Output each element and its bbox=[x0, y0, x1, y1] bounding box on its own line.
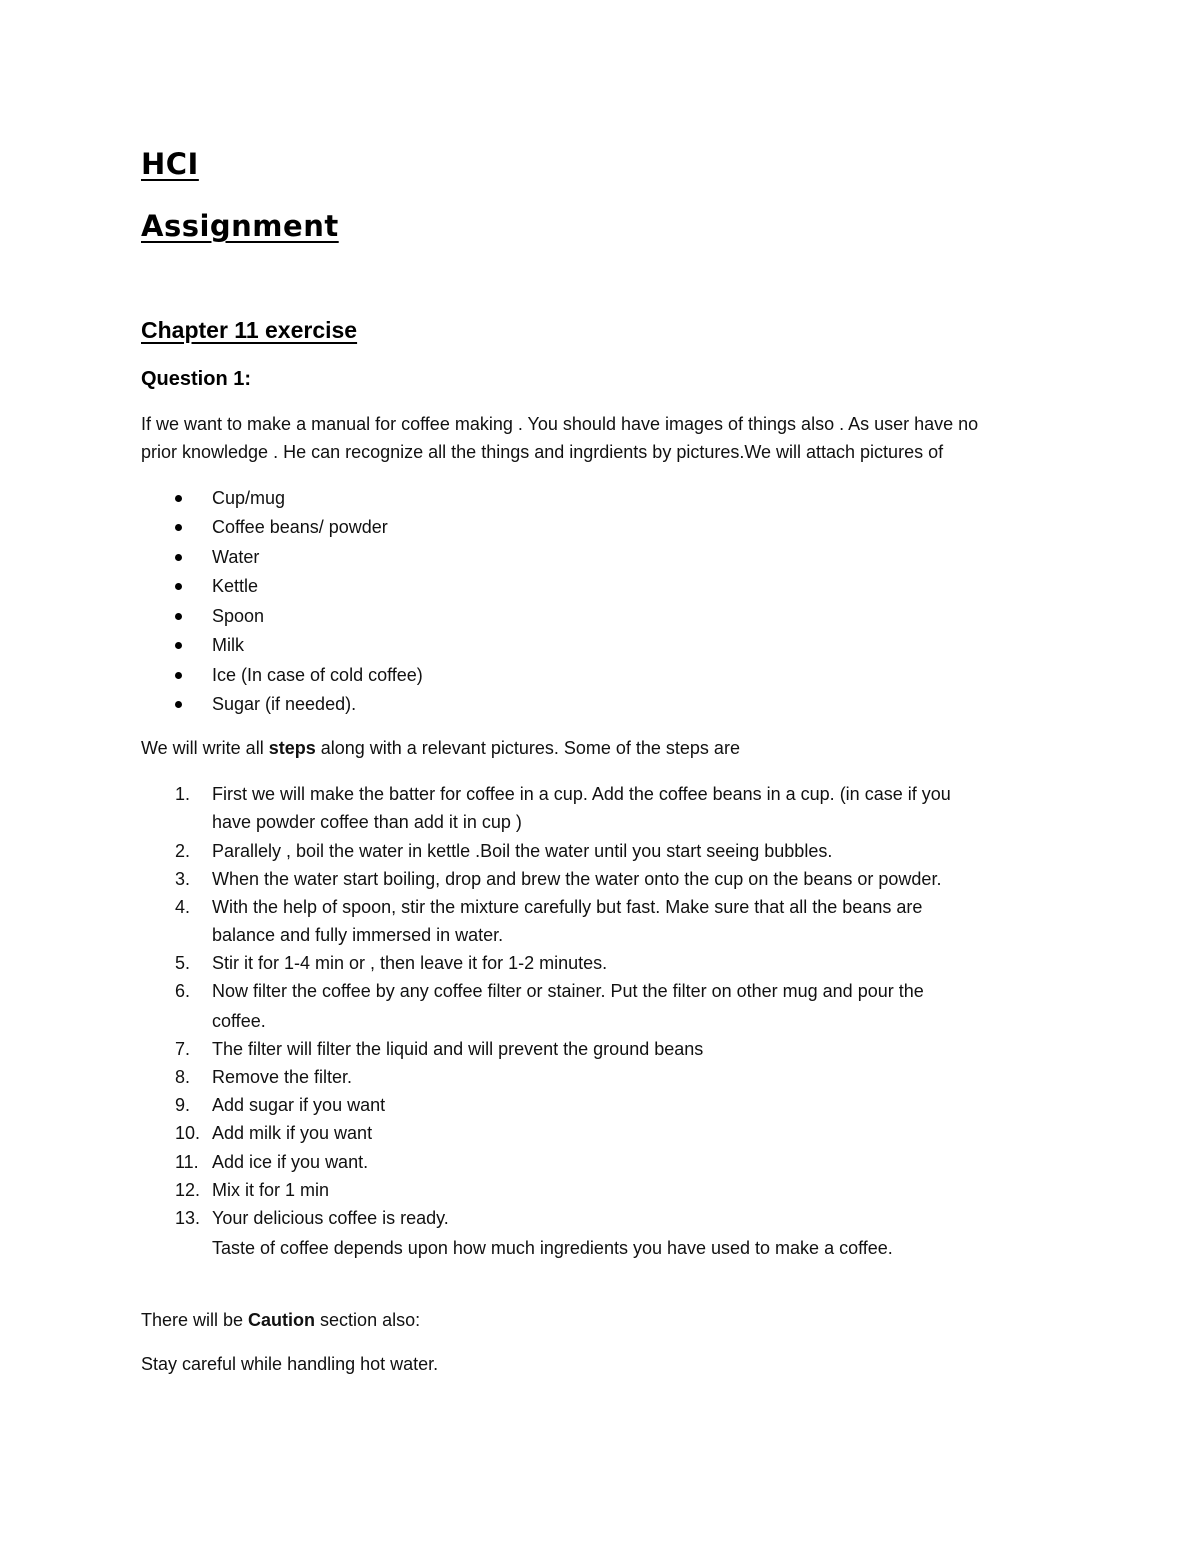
steps-intro: We will write all steps along with a relevant pictures. Some of the steps are bbox=[141, 738, 740, 758]
step-number: 9. bbox=[175, 1095, 191, 1115]
step-text: Stir it for 1-4 min or , then leave it for 1-2 minutes. bbox=[212, 953, 608, 973]
list-item: Ice (In case of cold coffee) bbox=[212, 665, 423, 685]
title-hci: HCI bbox=[141, 147, 199, 181]
step-text: Remove the filter. bbox=[212, 1067, 353, 1087]
step-number: 3. bbox=[175, 869, 191, 889]
step-number: 10. bbox=[175, 1123, 201, 1143]
step-text: Now filter the coffee by any coffee filter or stainer. Put the filter on other mug and pour the bbox=[212, 981, 924, 1001]
bullet-dot-icon bbox=[175, 524, 182, 531]
step-text: First we will make the batter for coffee in a cup. Add the coffee beans in a cup. (in case if you bbox=[212, 784, 951, 804]
step-number: 7. bbox=[175, 1039, 191, 1059]
list-item: Milk bbox=[212, 635, 244, 655]
step-number: 13. bbox=[175, 1208, 201, 1228]
step-number: 12. bbox=[175, 1180, 201, 1200]
step-number: 11. bbox=[175, 1152, 199, 1172]
step-text: Add sugar if you want bbox=[212, 1095, 386, 1115]
step-number: 5. bbox=[175, 953, 191, 973]
step-note: Taste of coffee depends upon how much ingredients you have used to make a coffee. bbox=[212, 1238, 893, 1258]
step-text: Parallely , boil the water in kettle .Boil the water until you start seeing bubbles. bbox=[212, 841, 833, 861]
caution-line: There will be Caution section also: bbox=[141, 1310, 421, 1330]
bullet-dot-icon bbox=[175, 495, 182, 502]
list-item: Water bbox=[212, 547, 260, 567]
list-item: Sugar (if needed). bbox=[212, 694, 357, 714]
final-line: Stay careful while handling hot water. bbox=[141, 1354, 439, 1374]
intro-line-2: prior knowledge . He can recognize all the things and ingrdients by pictures.We will attach pictures of bbox=[141, 442, 944, 462]
step-text: When the water start boiling, drop and brew the water onto the cup on the beans or powder. bbox=[212, 869, 942, 889]
step-text: Add milk if you want bbox=[212, 1123, 373, 1143]
title-assignment: Assignment bbox=[141, 209, 339, 243]
intro-line-1: If we want to make a manual for coffee making . You should have images of things also . As user have no bbox=[141, 414, 979, 434]
step-text: With the help of spoon, stir the mixture carefully but fast. Make sure that all the beans are bbox=[212, 897, 923, 917]
list-item: Kettle bbox=[212, 576, 259, 596]
step-text: Your delicious coffee is ready. bbox=[212, 1208, 449, 1228]
list-item: Spoon bbox=[212, 606, 265, 626]
list-item: Coffee beans/ powder bbox=[212, 517, 388, 537]
step-number: 2. bbox=[175, 841, 191, 861]
step-text-continued: coffee. bbox=[212, 1011, 266, 1031]
step-number: 1. bbox=[175, 784, 191, 804]
step-text-continued: have powder coffee than add it in cup ) bbox=[212, 812, 522, 832]
step-number: 4. bbox=[175, 897, 191, 917]
bullet-dot-icon bbox=[175, 642, 182, 649]
step-text: Mix it for 1 min bbox=[212, 1180, 330, 1200]
step-text: Add ice if you want. bbox=[212, 1152, 369, 1172]
question-heading: Question 1: bbox=[141, 368, 252, 390]
step-text: The filter will filter the liquid and will prevent the ground beans bbox=[212, 1039, 704, 1059]
bullet-dot-icon bbox=[175, 672, 182, 679]
bullet-dot-icon bbox=[175, 701, 182, 708]
list-item: Cup/mug bbox=[212, 488, 286, 508]
step-number: 6. bbox=[175, 981, 191, 1001]
step-text-continued: balance and fully immersed in water. bbox=[212, 925, 504, 945]
bullet-dot-icon bbox=[175, 554, 182, 561]
step-number: 8. bbox=[175, 1067, 191, 1087]
bullet-dot-icon bbox=[175, 613, 182, 620]
bullet-dot-icon bbox=[175, 583, 182, 590]
chapter-heading: Chapter 11 exercise bbox=[141, 317, 358, 343]
